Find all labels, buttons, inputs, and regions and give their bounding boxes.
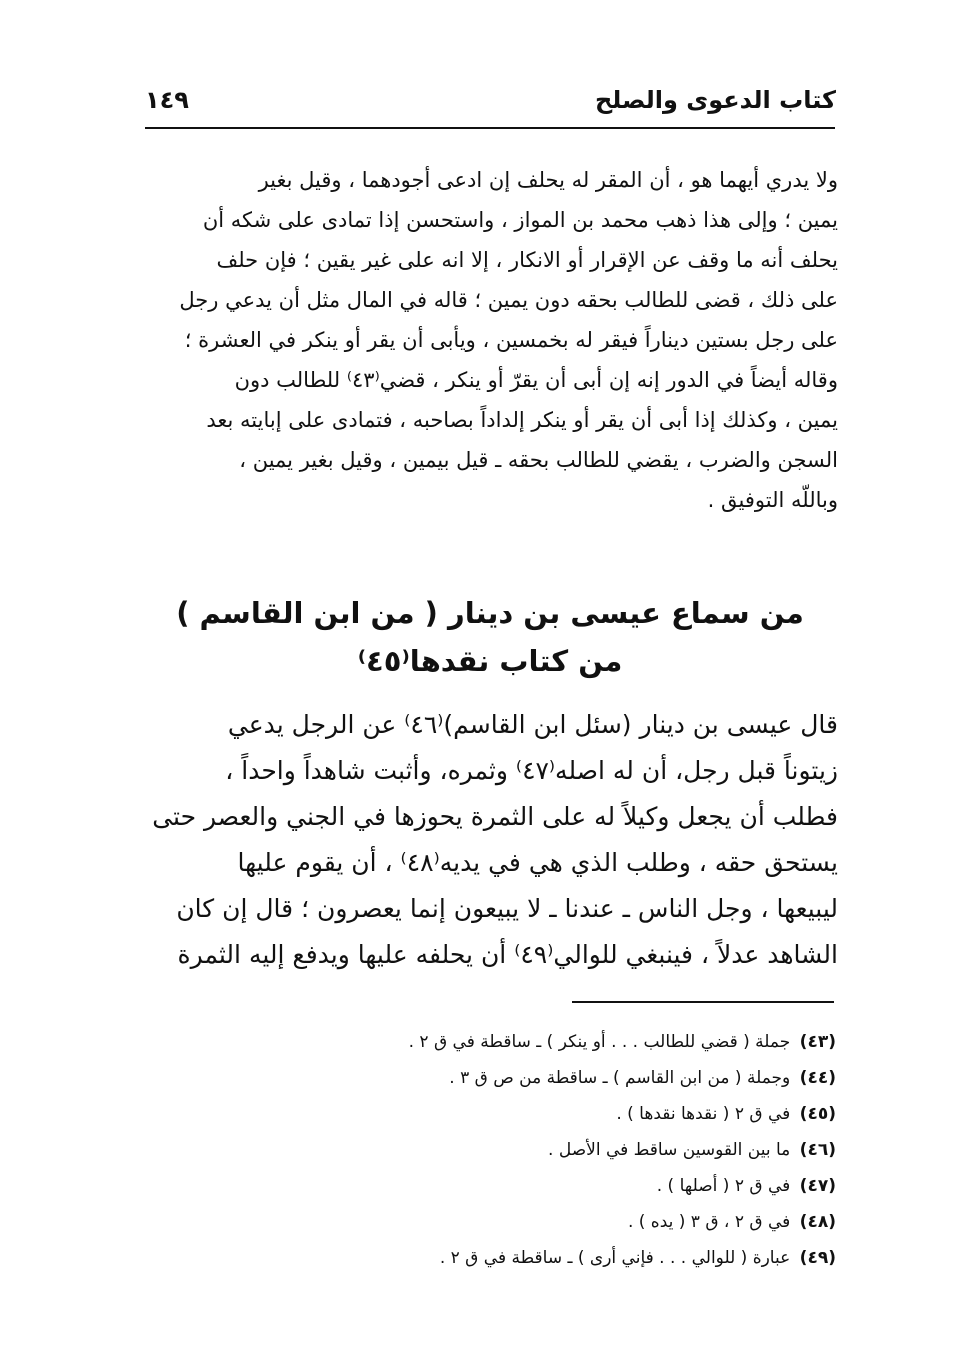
section-heading: من سماع عيسى بن دينار ( من ابن القاسم ) — [176, 596, 804, 630]
text-line: وقاله أيضاً في الدور إنه إن أبى أن يقرّ أو ينكر ، قضي⁽٤٣⁾ للطالب دون — [234, 368, 838, 392]
footnote-text: في ق ٢ ( أصلها ) . — [656, 1176, 791, 1196]
text-line: قال عيسى بن دينار (سئل ابن القاسم)⁽٤٦⁾ عن الرجل يدعي — [227, 710, 838, 739]
footnotes — [216, 1024, 836, 1276]
footnote-46 — [216, 1132, 836, 1168]
footnote-text: في ق ٢ ( نقدها نقدها ) . — [616, 1104, 791, 1124]
footnote-separator — [572, 1001, 834, 1003]
page-number: ١٤٩ — [145, 86, 189, 114]
text-line: يستحق حقه ، وطلب الذي هي في يديه⁽٤٨⁾ ، أن يقوم عليها — [237, 848, 838, 877]
footnote-49 — [216, 1240, 836, 1276]
paragraph-2 — [148, 702, 838, 978]
text-line: الشاهد عدلاً ، فينبغي للوالي⁽٤٩⁾ أن يحلفه عليها ويدفع إليه الثمرة — [177, 940, 838, 969]
footnote-text: عبارة ( للوالي . . . فإني أرى ) ـ ساقطة في ق ٢ . — [439, 1248, 791, 1268]
footnote-45 — [216, 1096, 836, 1132]
text-line: على ذلك ، قضى للطالب بحقه دون يمين ؛ قاله في المال مثل أن يدعي رجل — [179, 288, 838, 312]
footnote-text: في ق ٢ ، ق ٣ ( يده ) . — [627, 1212, 791, 1232]
section-subheading: من كتاب نقدها⁽٤٥⁾ — [357, 644, 623, 678]
running-title: كتاب الدعوى والصلح — [594, 86, 836, 114]
footnote-number: (٤٤) — [799, 1068, 836, 1088]
text-line: فطلب أن يجعل وكيلاً له على الثمرة يحوزها في الجني والعصر حتى — [152, 802, 838, 831]
text-line: السجن والضرب ، يقضي للطالب بحقه ـ قيل بيمين ، وقيل بغير يمين ، — [239, 448, 838, 472]
text-line: ليبيعها ، وجل الناس ـ عندنا ـ لا يبيعون إنما يعصرون ؛ قال إن كان — [176, 894, 838, 923]
text-line: يمين ، وكذلك إذا أبى أن يقر أو ينكر إلداداً بصاحبه ، فتمادى على إبايته بعد — [206, 408, 838, 432]
text-line: ولا يدري أيهما هو ، أن المقر له يحلف إن ادعى أجودهما ، وقيل بغير — [258, 168, 838, 192]
footnote-43 — [216, 1024, 836, 1060]
footnote-48 — [216, 1204, 836, 1240]
text-line: وباللّه التوفيق . — [707, 488, 838, 512]
footnote-number: (٤٧) — [799, 1176, 836, 1196]
footnote-44 — [216, 1060, 836, 1096]
text-line: على رجل بستين ديناراً فيقر له بخمسين ، ويأبى أن يقر أو ينكر في العشرة ؛ — [184, 328, 838, 352]
footnote-text: ما بين القوسين ساقط في الأصل . — [548, 1140, 791, 1160]
paragraph-1 — [148, 160, 838, 520]
text-line: يمين ؛ وإلى هذا ذهب محمد بن المواز ، واستحسن إذا تمادى على شكه أن — [202, 208, 838, 232]
footnote-47 — [216, 1168, 836, 1204]
text-line: زيتوناً قبل رجل، أن له اصله⁽٤٧⁾ وثمره، وأثبت شاهداً واحداً ، — [225, 756, 838, 785]
footnote-number: (٤٨) — [799, 1212, 836, 1232]
footnote-text: جملة ( قضي للطالب . . . أو ينكر ) ـ ساقطة في ق ٢ . — [408, 1032, 791, 1052]
text-line: يحلف أنه ما وقف عن الإقرار أو الانكار ، إلا انه على غير يقين ؛ فإن حلف — [216, 248, 838, 272]
footnote-number: (٤٥) — [799, 1104, 836, 1124]
header-rule — [145, 127, 835, 129]
footnote-number: (٤٣) — [799, 1032, 836, 1052]
footnote-text: وجملة ( من ابن القاسم ) ـ ساقطة من ص ق ٣ . — [449, 1068, 791, 1088]
footnote-number: (٤٦) — [799, 1140, 836, 1160]
footnote-number: (٤٩) — [799, 1248, 836, 1268]
